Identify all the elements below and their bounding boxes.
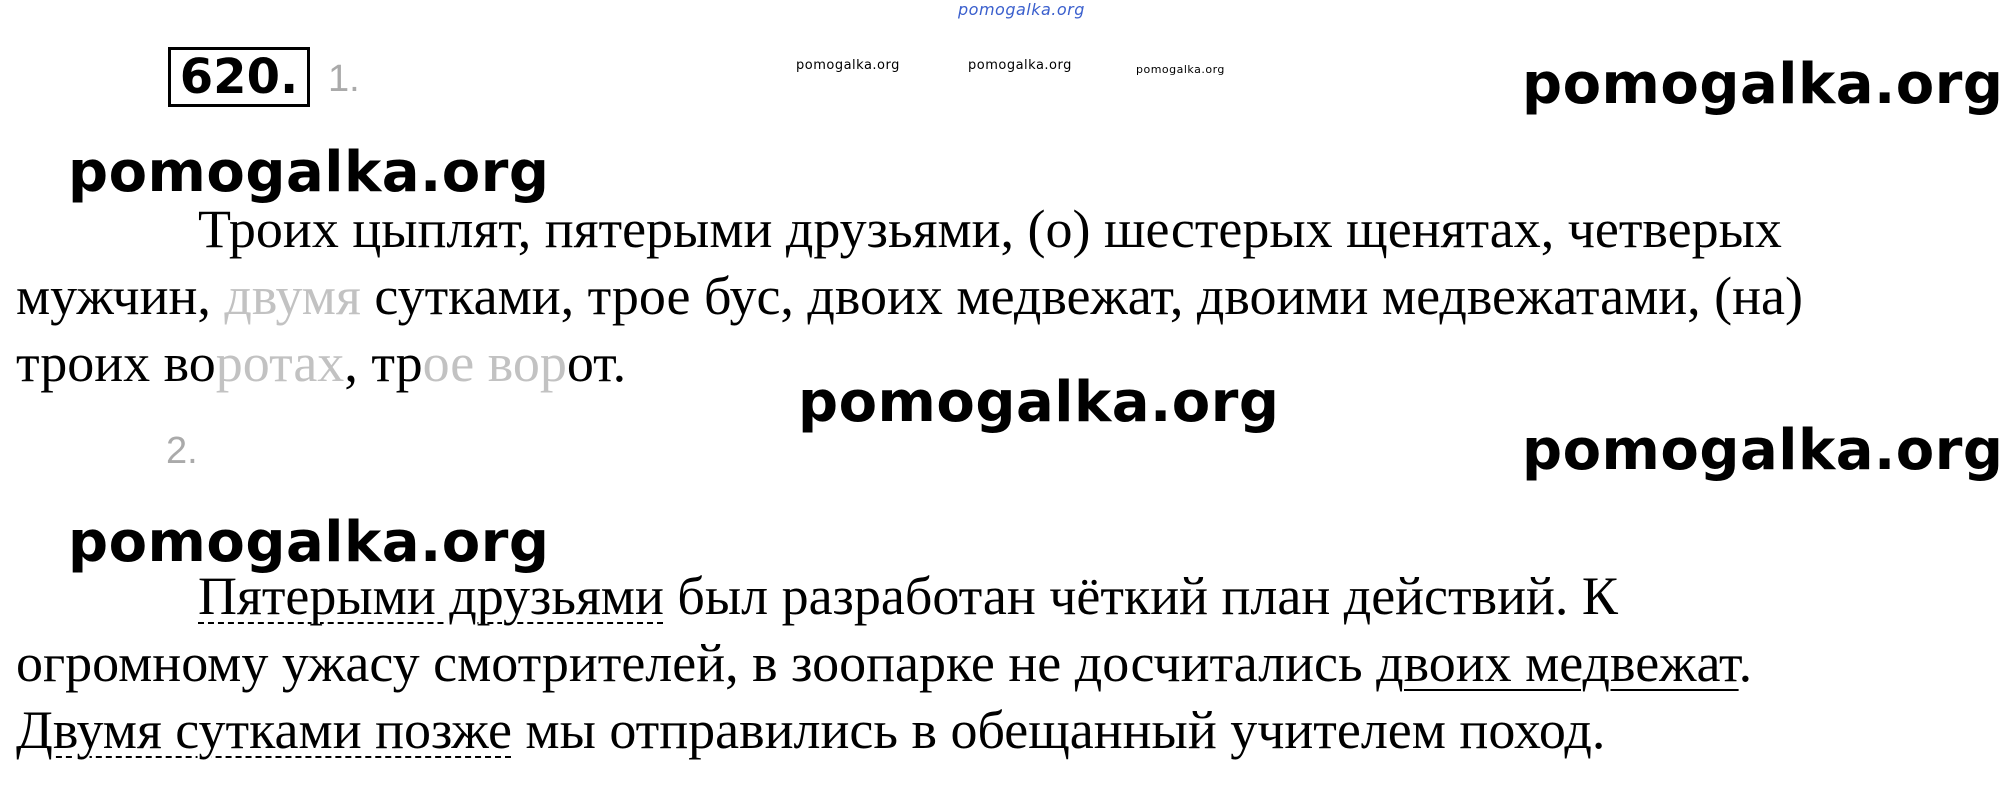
- part1-line3-text-b: , тр: [344, 333, 423, 393]
- part1-line3: [16, 330, 1996, 397]
- part2-line3: [16, 697, 1996, 764]
- part2-line2: [16, 630, 1996, 697]
- part1-line2-text-a: мужчин,: [16, 266, 225, 326]
- watermark-left-1: pomogalka.org: [68, 140, 550, 205]
- part2-line1: [16, 563, 1996, 630]
- part1-line3-faded-1: ротах: [215, 333, 345, 393]
- part2-subject-underlined: Пятерыми друзьями: [198, 566, 664, 626]
- part2-line3-text: мы отправились в обещанный учителем поход.: [511, 700, 1606, 760]
- part2-paragraph: [16, 563, 1996, 764]
- part1-line1: [16, 196, 1996, 263]
- part1-line2-faded: двумя: [224, 266, 361, 326]
- part2-line1-text: был разработан чёткий план действий. К: [663, 566, 1618, 626]
- part2-line2-text: огромному ужасу смотрителей, в зоопарке не досчитались: [16, 633, 1377, 693]
- watermark-left-2: pomogalka.org: [68, 510, 550, 575]
- watermark-small-1: pomogalka.org: [796, 58, 900, 73]
- watermark-top-right: pomogalka.org: [1522, 52, 2004, 117]
- part1-line3-faded-3: вор: [487, 333, 567, 393]
- watermark-center: pomogalka.org: [798, 370, 1280, 435]
- watermark-right-2: pomogalka.org: [1522, 418, 2004, 483]
- watermark-small-3: pomogalka.org: [1136, 63, 1225, 76]
- part2-label: 2.: [166, 430, 198, 472]
- part2-adverbial-underlined: Двумя сутками позже: [16, 700, 512, 760]
- part1-paragraph: [16, 196, 1996, 397]
- part1-label: 1.: [328, 58, 360, 100]
- part1-line2: [16, 263, 1996, 330]
- watermark-top-blue: pomogalka.org: [958, 0, 1085, 19]
- part1-line3-text-a: троих во: [16, 333, 216, 393]
- task-number: 620.: [168, 47, 310, 107]
- part1-line1-text: Троих цыплят, пятерыми друзьями, (о) шестерых щенятах, четверых: [198, 199, 1782, 259]
- part1-line2-text-b: сутками, трое бус, двоих медвежат, двоими медвежатами, (на): [360, 266, 1804, 326]
- part2-line2-end: .: [1738, 633, 1753, 693]
- watermark-small-2: pomogalka.org: [968, 58, 1072, 73]
- part2-object-underlined: двоих медвежат: [1376, 633, 1739, 693]
- part1-line3-text-c: [474, 333, 488, 393]
- part1-line3-faded-2: ое: [422, 333, 475, 393]
- part1-line3-text-d: от.: [566, 333, 627, 393]
